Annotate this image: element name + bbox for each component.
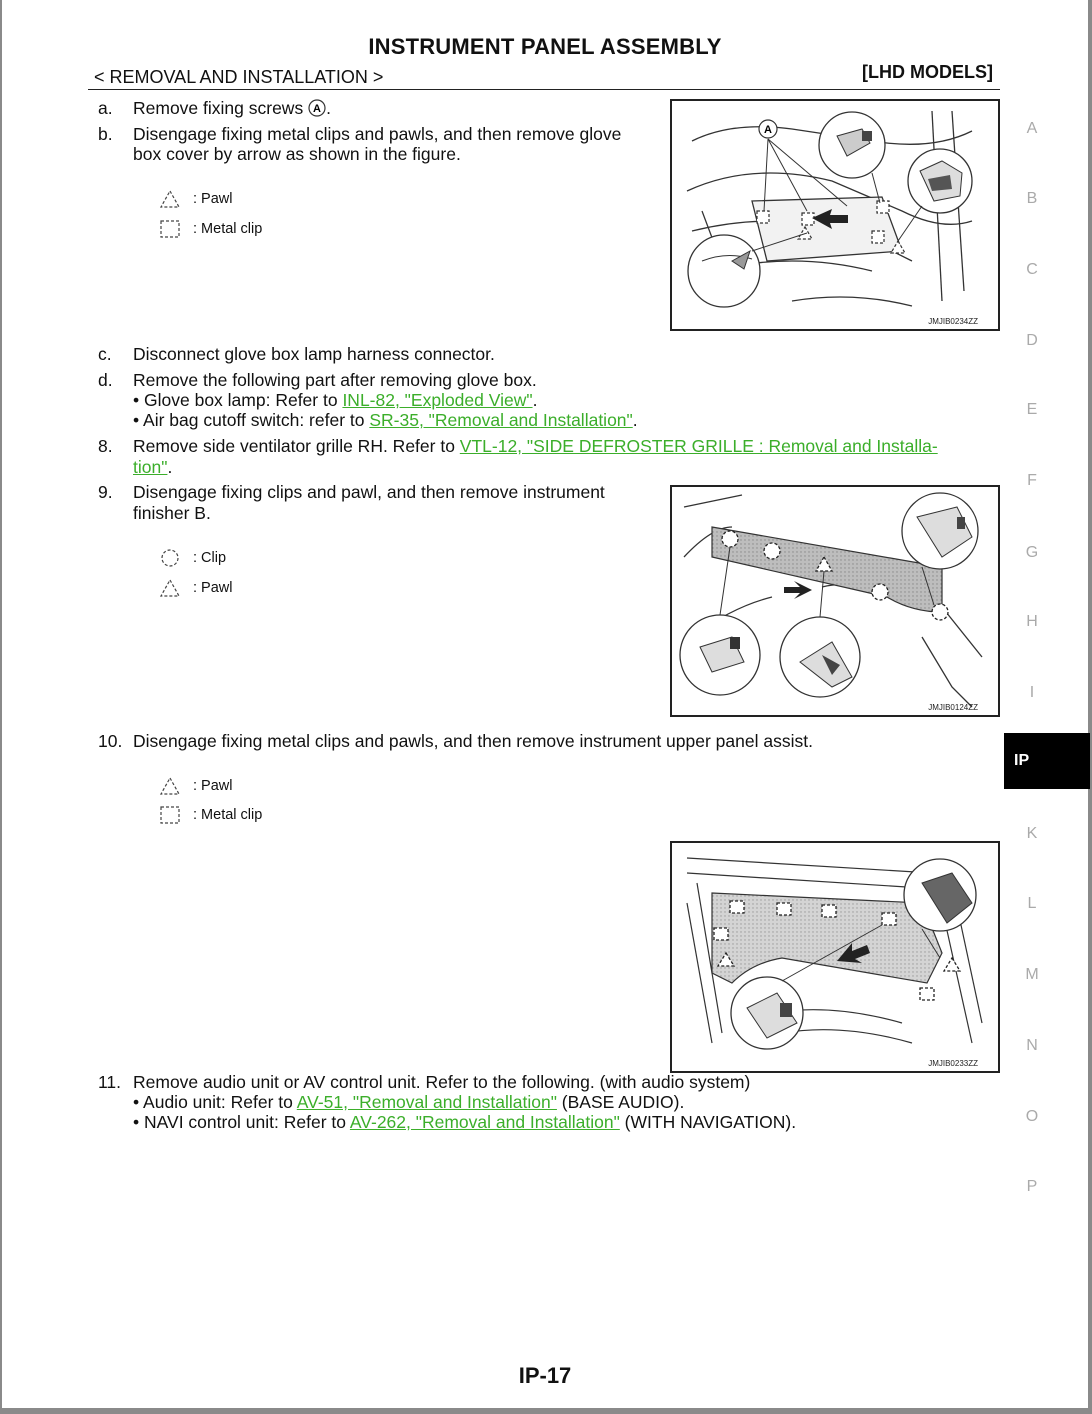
legend-pawl [159,776,233,796]
step-10-marker: 10. [98,731,123,751]
step-9-line1: Disengage fixing clips and pawl, and then remove instrument [133,482,605,502]
bullet-icon: • [133,1092,140,1112]
index-letter-i[interactable]: I [1029,684,1035,701]
index-letter-c[interactable]: C [1026,261,1038,278]
step-8-suffix: . [167,457,173,477]
step-a-text-after: . [326,98,331,118]
index-tab-ip[interactable]: IP [1004,733,1090,789]
pawl-icon [159,189,181,209]
figure-instrument-upper-panel-assist [670,841,1000,1073]
step-11-bullet1 [133,1092,684,1113]
section-header: < REMOVAL AND INSTALLATION > [94,67,384,87]
index-letter-m[interactable]: M [1025,966,1039,983]
step-11-marker: 11. [98,1072,122,1092]
link-av-262[interactable]: AV-262, "Removal and Installation" [349,1112,620,1132]
model-header: [LHD MODELS] [862,62,993,82]
pawl-icon [159,578,181,598]
index-letter-f[interactable]: F [1027,472,1037,489]
legend-pawl-label: : Pawl [193,778,233,794]
glove-box-illustration [672,101,998,329]
link-inl-82[interactable]: INL-82, "Exploded View" [342,390,533,410]
step-8-prefix: Remove side ventilator grille RH. Refer to [133,436,460,456]
index-letter-p[interactable]: P [1026,1178,1038,1195]
figure-code: JMJIB0233ZZ [928,1059,978,1068]
index-letter-h[interactable]: H [1026,613,1038,630]
link-vtl-12-continued[interactable]: tion" [133,457,168,477]
link-sr-35[interactable]: SR-35, "Removal and Installation" [369,410,633,430]
step-d-bullet1-suffix: . [532,390,538,410]
step-d-bullet1 [133,390,537,411]
step-a-text-before: Remove fixing screws [133,98,309,118]
step-a-text [133,98,331,119]
metal-clip-icon [159,219,181,239]
finisher-illustration [672,487,998,715]
legend-metal-clip-label: : Metal clip [193,807,263,823]
pawl-icon [159,776,181,796]
step-11-bullet2 [133,1112,796,1133]
step-d-marker: d. [98,370,113,390]
link-av-51[interactable]: AV-51, "Removal and Installation" [296,1092,557,1112]
index-letter-b[interactable]: B [1026,190,1038,207]
figure-glove-box-cover [670,99,1000,331]
step-d-bullet1-prefix: Glove box lamp: Refer to [144,390,343,410]
index-letter-l[interactable]: L [1027,895,1037,912]
metal-clip-icon [159,805,181,825]
bullet-icon: • [133,410,140,430]
page-number: IP-17 [518,1363,572,1388]
step-d-text: Remove the following part after removing glove box. [133,370,537,390]
step-d-bullet2-suffix: . [632,410,638,430]
step-11-bullet2-prefix: NAVI control unit: Refer to [144,1112,350,1132]
clip-icon [159,548,181,568]
step-8-line1 [133,436,938,457]
figure-code: JMJIB0234ZZ [928,317,978,326]
step-c-text: Disconnect glove box lamp harness connector. [133,344,495,364]
index-letter-d[interactable]: D [1026,332,1038,349]
step-9-line2: finisher B. [133,503,211,523]
index-letter-k[interactable]: K [1026,825,1038,842]
legend-metal-clip [159,219,262,239]
step-8-marker: 8. [98,436,113,456]
step-b-line1: Disengage fixing metal clips and pawls, and then remove glove [133,124,622,144]
step-b-marker: b. [98,124,113,144]
step-9-marker: 9. [98,482,113,502]
page-title: INSTRUMENT PANEL ASSEMBLY [368,34,722,59]
manual-page [2,0,1088,1408]
header-rule [88,89,1000,90]
legend-pawl-label: : Pawl [193,580,233,596]
index-letter-n[interactable]: N [1026,1037,1038,1054]
upper-panel-illustration [672,843,998,1071]
index-letter-g[interactable]: G [1025,544,1039,561]
index-letter-o[interactable]: O [1025,1108,1039,1125]
legend-pawl [159,189,233,209]
step-8-line2 [133,457,172,478]
step-c-marker: c. [98,344,112,364]
callout-a-label: A [764,124,772,136]
legend-metal-clip [159,805,262,825]
callout-a-letter: A [313,103,322,115]
index-letter-a[interactable]: A [1026,120,1038,137]
step-11-text: Remove audio unit or AV control unit. Refer to the following. (with audio system) [133,1072,751,1092]
bullet-icon: • [133,390,140,410]
link-vtl-12[interactable]: VTL-12, "SIDE DEFROSTER GRILLE : Removal and Installa- [459,436,938,456]
step-b-line2: box cover by arrow as shown in the figure. [133,144,461,164]
legend-clip-label: : Clip [193,550,227,566]
legend-pawl-label: : Pawl [193,191,233,207]
legend-pawl [159,578,233,598]
step-a-marker: a. [98,98,113,118]
bullet-icon: • [133,1112,140,1132]
callout-a-icon [308,99,326,117]
step-10-text: Disengage fixing metal clips and pawls, and then remove instrument upper panel assist. [133,731,813,751]
index-letter-e[interactable]: E [1026,401,1038,418]
figure-code: JMJIB0124ZZ [928,703,978,712]
legend-metal-clip-label: : Metal clip [193,221,263,237]
legend-clip [159,548,226,568]
step-11-bullet2-suffix: (WITH NAVIGATION). [619,1112,797,1132]
step-11-bullet1-prefix: Audio unit: Refer to [143,1092,297,1112]
step-d-bullet2 [133,410,638,431]
step-11-bullet1-suffix: (BASE AUDIO). [556,1092,685,1112]
step-d-bullet2-prefix: Air bag cutoff switch: refer to [143,410,370,430]
figure-instrument-finisher-b [670,485,1000,717]
